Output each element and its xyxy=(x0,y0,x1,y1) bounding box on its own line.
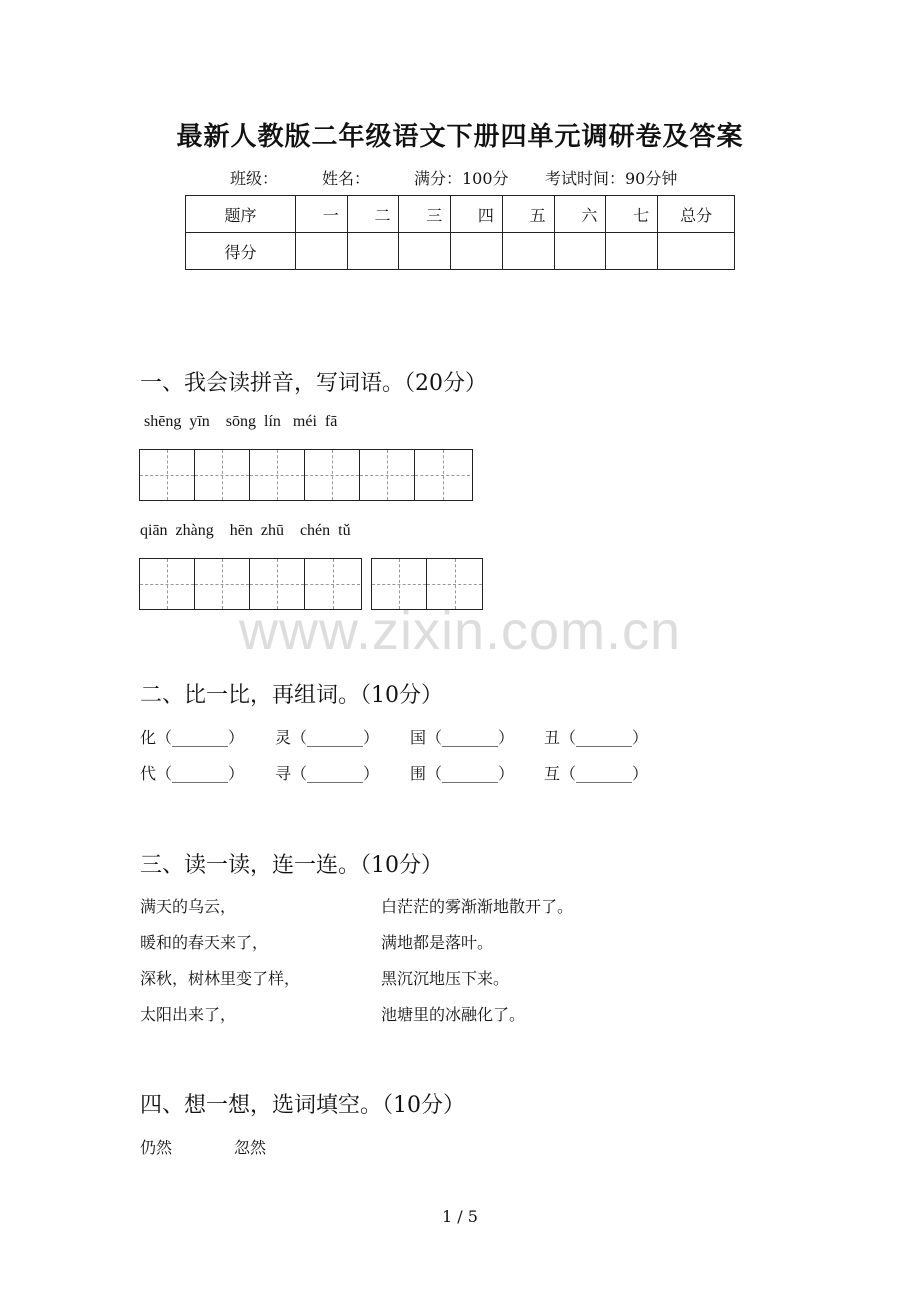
score-cell[interactable] xyxy=(399,233,451,270)
section-2-title: 二、比一比，再组词。（10分） xyxy=(140,683,443,708)
word-blank-item[interactable]: 国（_______） xyxy=(410,728,515,747)
word-blank-item[interactable]: 围（_______） xyxy=(410,764,515,783)
section-4-title: 四、想一想，选词填空。（10分） xyxy=(140,1093,465,1118)
word-blank-item[interactable]: 灵（_______） xyxy=(275,728,380,747)
writing-cell[interactable] xyxy=(415,450,470,500)
writing-cell[interactable] xyxy=(360,450,415,500)
match-left-item[interactable]: 暖和的春天来了， xyxy=(140,933,269,952)
exam-time-label: 考试时间：90分钟 xyxy=(545,169,678,188)
match-left-item[interactable]: 太阳出来了， xyxy=(140,1005,237,1024)
match-left-item[interactable]: 满天的乌云， xyxy=(140,897,237,916)
word-blank-item[interactable]: 化（_______） xyxy=(140,728,245,747)
score-cell[interactable] xyxy=(451,233,503,270)
watermark: www.zixin.com.cn xyxy=(238,601,682,661)
score-table-score-row xyxy=(186,233,735,270)
table-header-cell: 一 xyxy=(296,196,348,233)
section-1-title: 一、我会读拼音，写词语。（20分） xyxy=(140,371,487,396)
match-right-item[interactable]: 黑沉沉地压下来。 xyxy=(381,969,510,988)
pinyin-line-2: qiān zhàng hēn zhū chén tǔ xyxy=(140,522,351,539)
pinyin-line-1: shēng yīn sōng lín méi fā xyxy=(144,413,338,430)
writing-grid-1[interactable] xyxy=(139,449,473,501)
word-blank-item[interactable]: 代（_______） xyxy=(140,764,245,783)
writing-cell[interactable] xyxy=(140,450,195,500)
match-right-item[interactable]: 满地都是落叶。 xyxy=(381,933,494,952)
word-blank-item[interactable]: 丑（_______） xyxy=(544,728,649,747)
match-right-item[interactable]: 池塘里的冰融化了。 xyxy=(381,1005,526,1024)
class-label: 班级： xyxy=(230,169,279,188)
page-title: 最新人教版二年级语文下册四单元调研卷及答案 xyxy=(176,122,744,152)
table-header-cell: 总分 xyxy=(658,196,735,233)
score-row-label: 得分 xyxy=(186,233,296,270)
table-header-cell: 题序 xyxy=(186,196,296,233)
score-cell[interactable] xyxy=(296,233,348,270)
score-cell[interactable] xyxy=(658,233,735,270)
table-header-cell: 六 xyxy=(554,196,606,233)
writing-cell[interactable] xyxy=(305,450,360,500)
page-number: 1 / 5 xyxy=(442,1207,478,1226)
writing-cell[interactable] xyxy=(250,450,305,500)
table-header-cell: 三 xyxy=(399,196,451,233)
score-cell[interactable] xyxy=(347,233,399,270)
table-header-cell: 七 xyxy=(606,196,658,233)
match-right-item[interactable]: 白茫茫的雾渐渐地散开了。 xyxy=(381,897,574,916)
table-header-cell: 二 xyxy=(347,196,399,233)
name-label: 姓名： xyxy=(322,169,371,188)
score-cell[interactable] xyxy=(554,233,606,270)
match-left-item[interactable]: 深秋，树林里变了样， xyxy=(140,969,301,988)
score-cell[interactable] xyxy=(502,233,554,270)
writing-cell[interactable] xyxy=(195,450,250,500)
table-header-cell: 五 xyxy=(502,196,554,233)
table-header-cell: 四 xyxy=(451,196,503,233)
option-word: 仍然 xyxy=(140,1138,173,1157)
word-blank-item[interactable]: 互（_______） xyxy=(544,764,649,783)
score-cell[interactable] xyxy=(606,233,658,270)
option-word: 忽然 xyxy=(234,1138,267,1157)
score-table-header-row xyxy=(186,196,735,233)
full-score-label: 满分：100分 xyxy=(414,169,509,188)
word-blank-item[interactable]: 寻（_______） xyxy=(275,764,380,783)
score-table xyxy=(185,195,735,270)
section-3-title: 三、读一读，连一连。（10分） xyxy=(140,853,443,878)
